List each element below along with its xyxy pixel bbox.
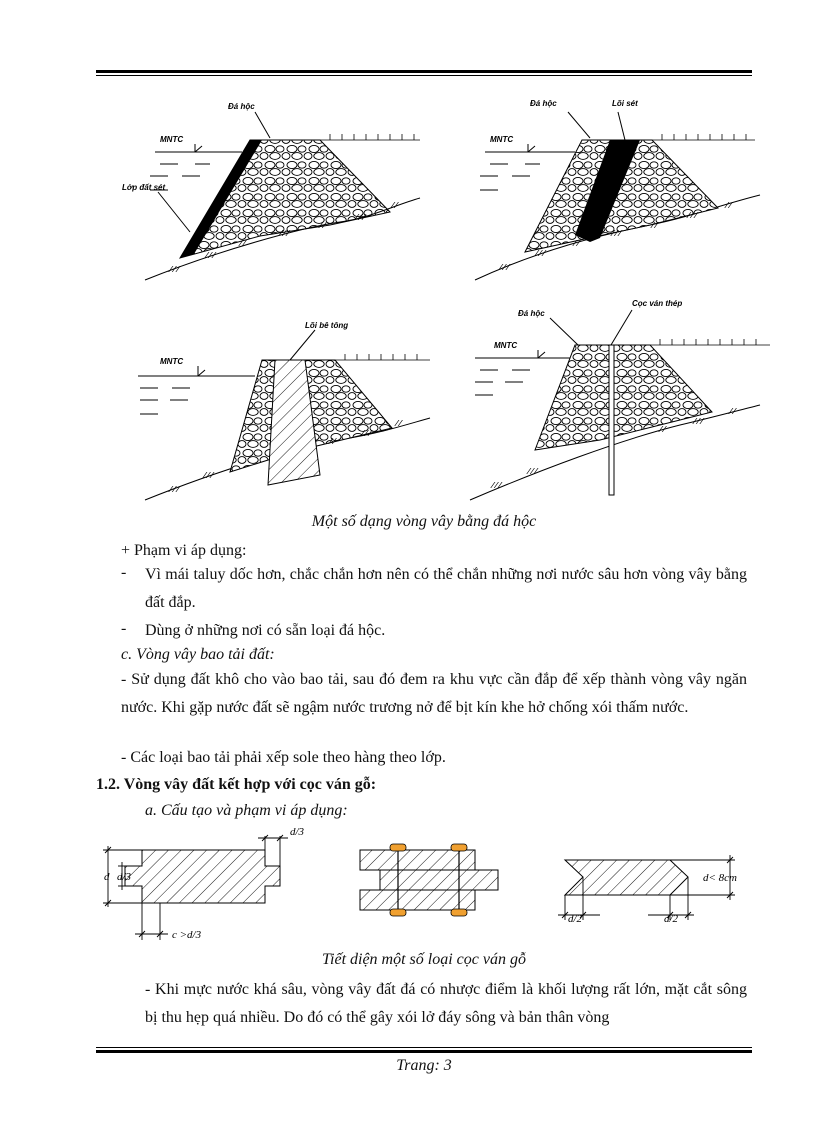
paragraph-deep-water: - Khi mực nước khá sâu, vòng vây đất đá có nhược điểm là khối lượng rất lớn, mặt cắt sông bị thu hẹp quá nhiều. Do đó có thể gây xói lở đáy sông và bản thân vòng (145, 981, 747, 1026)
bullet-item-2: Dùng ở những nơi có sẵn loại đá hộc. (145, 622, 386, 639)
svg-text:⁄ ⁄: ⁄ ⁄ (652, 221, 657, 230)
svg-text:⁄ ⁄: ⁄ ⁄ (396, 419, 401, 428)
svg-text:⁄ ⁄ ⁄: ⁄ ⁄ ⁄ (170, 485, 179, 494)
svg-text:⁄ ⁄ ⁄: ⁄ ⁄ ⁄ (612, 229, 621, 238)
svg-text:⁄ ⁄: ⁄ ⁄ (392, 201, 397, 210)
svg-text:⁄ ⁄: ⁄ ⁄ (726, 201, 731, 210)
dim-label-bottom-right: d/2 (664, 913, 679, 925)
bullet-dash: - (121, 620, 127, 637)
subheading-structure-scope: a. Cấu tạo và phạm vi áp dụng: (145, 802, 348, 819)
rock-cofferdam-concrete-core-diagram (138, 321, 430, 500)
dim-label-top: d/3 (290, 826, 305, 838)
rock-cofferdam-clay-facing-diagram (122, 102, 420, 282)
rock-cofferdam-sheet-pile-diagram (470, 299, 770, 500)
pile-section-v-joint (558, 855, 737, 925)
dim-label-bottom-left: d/2 (568, 913, 583, 925)
bullet-item-1: Vì mái taluy dốc hơn, chắc chắn hơn nên có thể chắn những nơi nước sâu hơn vòng vây bằng đất đắp. (145, 566, 747, 611)
svg-text:⁄ ⁄ ⁄: ⁄ ⁄ ⁄ (500, 263, 509, 272)
dim-label-right: d< 8cm (703, 872, 737, 884)
svg-text:⁄ ⁄ ⁄: ⁄ ⁄ ⁄ (170, 265, 179, 274)
bullet-dash: - (121, 564, 127, 581)
svg-text:⁄ ⁄ ⁄: ⁄ ⁄ ⁄ (492, 481, 501, 490)
water-level-label: MNTC (160, 357, 184, 366)
pile-section-tongue-groove (103, 826, 305, 941)
dim-label-left-2: d/3 (117, 871, 132, 883)
subheading-sandbag-cofferdam: c. Vòng vây bao tải đất: (121, 646, 275, 663)
water-level-label: MNTC (160, 135, 184, 144)
svg-text:⁄ ⁄ ⁄: ⁄ ⁄ ⁄ (694, 417, 703, 426)
svg-text:⁄ ⁄ ⁄: ⁄ ⁄ ⁄ (688, 211, 697, 220)
svg-text:⁄ ⁄: ⁄ ⁄ (240, 239, 245, 248)
water-level-label: MNTC (490, 135, 514, 144)
svg-text:⁄ ⁄: ⁄ ⁄ (330, 437, 335, 446)
pile-section-bolted-planks (360, 844, 498, 916)
scope-heading: + Phạm vi áp dụng: (121, 542, 247, 559)
svg-text:⁄ ⁄ ⁄: ⁄ ⁄ ⁄ (362, 429, 371, 438)
clay-core-label: Lõi sét (612, 99, 638, 108)
svg-text:⁄ ⁄ ⁄: ⁄ ⁄ ⁄ (280, 229, 289, 238)
svg-text:⁄ ⁄: ⁄ ⁄ (320, 221, 325, 230)
page-number: Trang: 3 (396, 1057, 452, 1074)
concrete-core-label: Lõi bê tông (305, 321, 349, 330)
rock-label: Đá hộc (518, 309, 545, 318)
paragraph-sandbag-description: - Sử dụng đất khô cho vào bao tải, sau đó đem ra khu vực cần đắp để xếp thành vòng vây ngăn nước. Khi gặp nước đất sẽ ngậm nước trương nở để bịt kín khe hở chống xói thấm nước. (121, 671, 747, 716)
rock-cofferdam-clay-core-diagram (475, 99, 760, 280)
section-heading-1-2: 1.2. Vòng vây đất kết hợp với cọc ván gỗ: (96, 776, 377, 793)
svg-text:⁄ ⁄ ⁄: ⁄ ⁄ ⁄ (206, 251, 215, 260)
dim-label-left: d (104, 871, 110, 883)
dim-label-bottom: c >d/3 (172, 929, 202, 941)
paragraph-sandbag-arrangement: - Các loại bao tải phải xếp sole theo hàng theo lớp. (121, 749, 446, 766)
figure-caption-pile-sections: Tiết diện một số loại cọc ván gỗ (322, 951, 526, 968)
svg-text:⁄ ⁄ ⁄: ⁄ ⁄ ⁄ (356, 213, 365, 222)
figure-caption-rock-cofferdams: Một số dạng vòng vây bằng đá hộc (311, 513, 537, 530)
water-level-label: MNTC (494, 341, 518, 350)
svg-text:⁄ ⁄ ⁄: ⁄ ⁄ ⁄ (528, 467, 537, 476)
footer-rule-thick (96, 1050, 752, 1053)
clay-layer-label: Lớp đất sét (122, 183, 166, 192)
svg-text:⁄ ⁄: ⁄ ⁄ (730, 407, 735, 416)
svg-text:⁄ ⁄: ⁄ ⁄ (574, 239, 579, 248)
svg-text:⁄ ⁄ ⁄: ⁄ ⁄ ⁄ (204, 471, 213, 480)
footer-rule-thin (96, 1047, 752, 1048)
rock-label: Đá hộc (228, 102, 255, 111)
svg-text:⁄ ⁄ ⁄: ⁄ ⁄ ⁄ (536, 249, 545, 258)
svg-text:⁄ ⁄: ⁄ ⁄ (660, 425, 665, 434)
rock-label: Đá hộc (530, 99, 557, 108)
steel-sheet-pile-label: Cọc ván thép (632, 299, 683, 308)
